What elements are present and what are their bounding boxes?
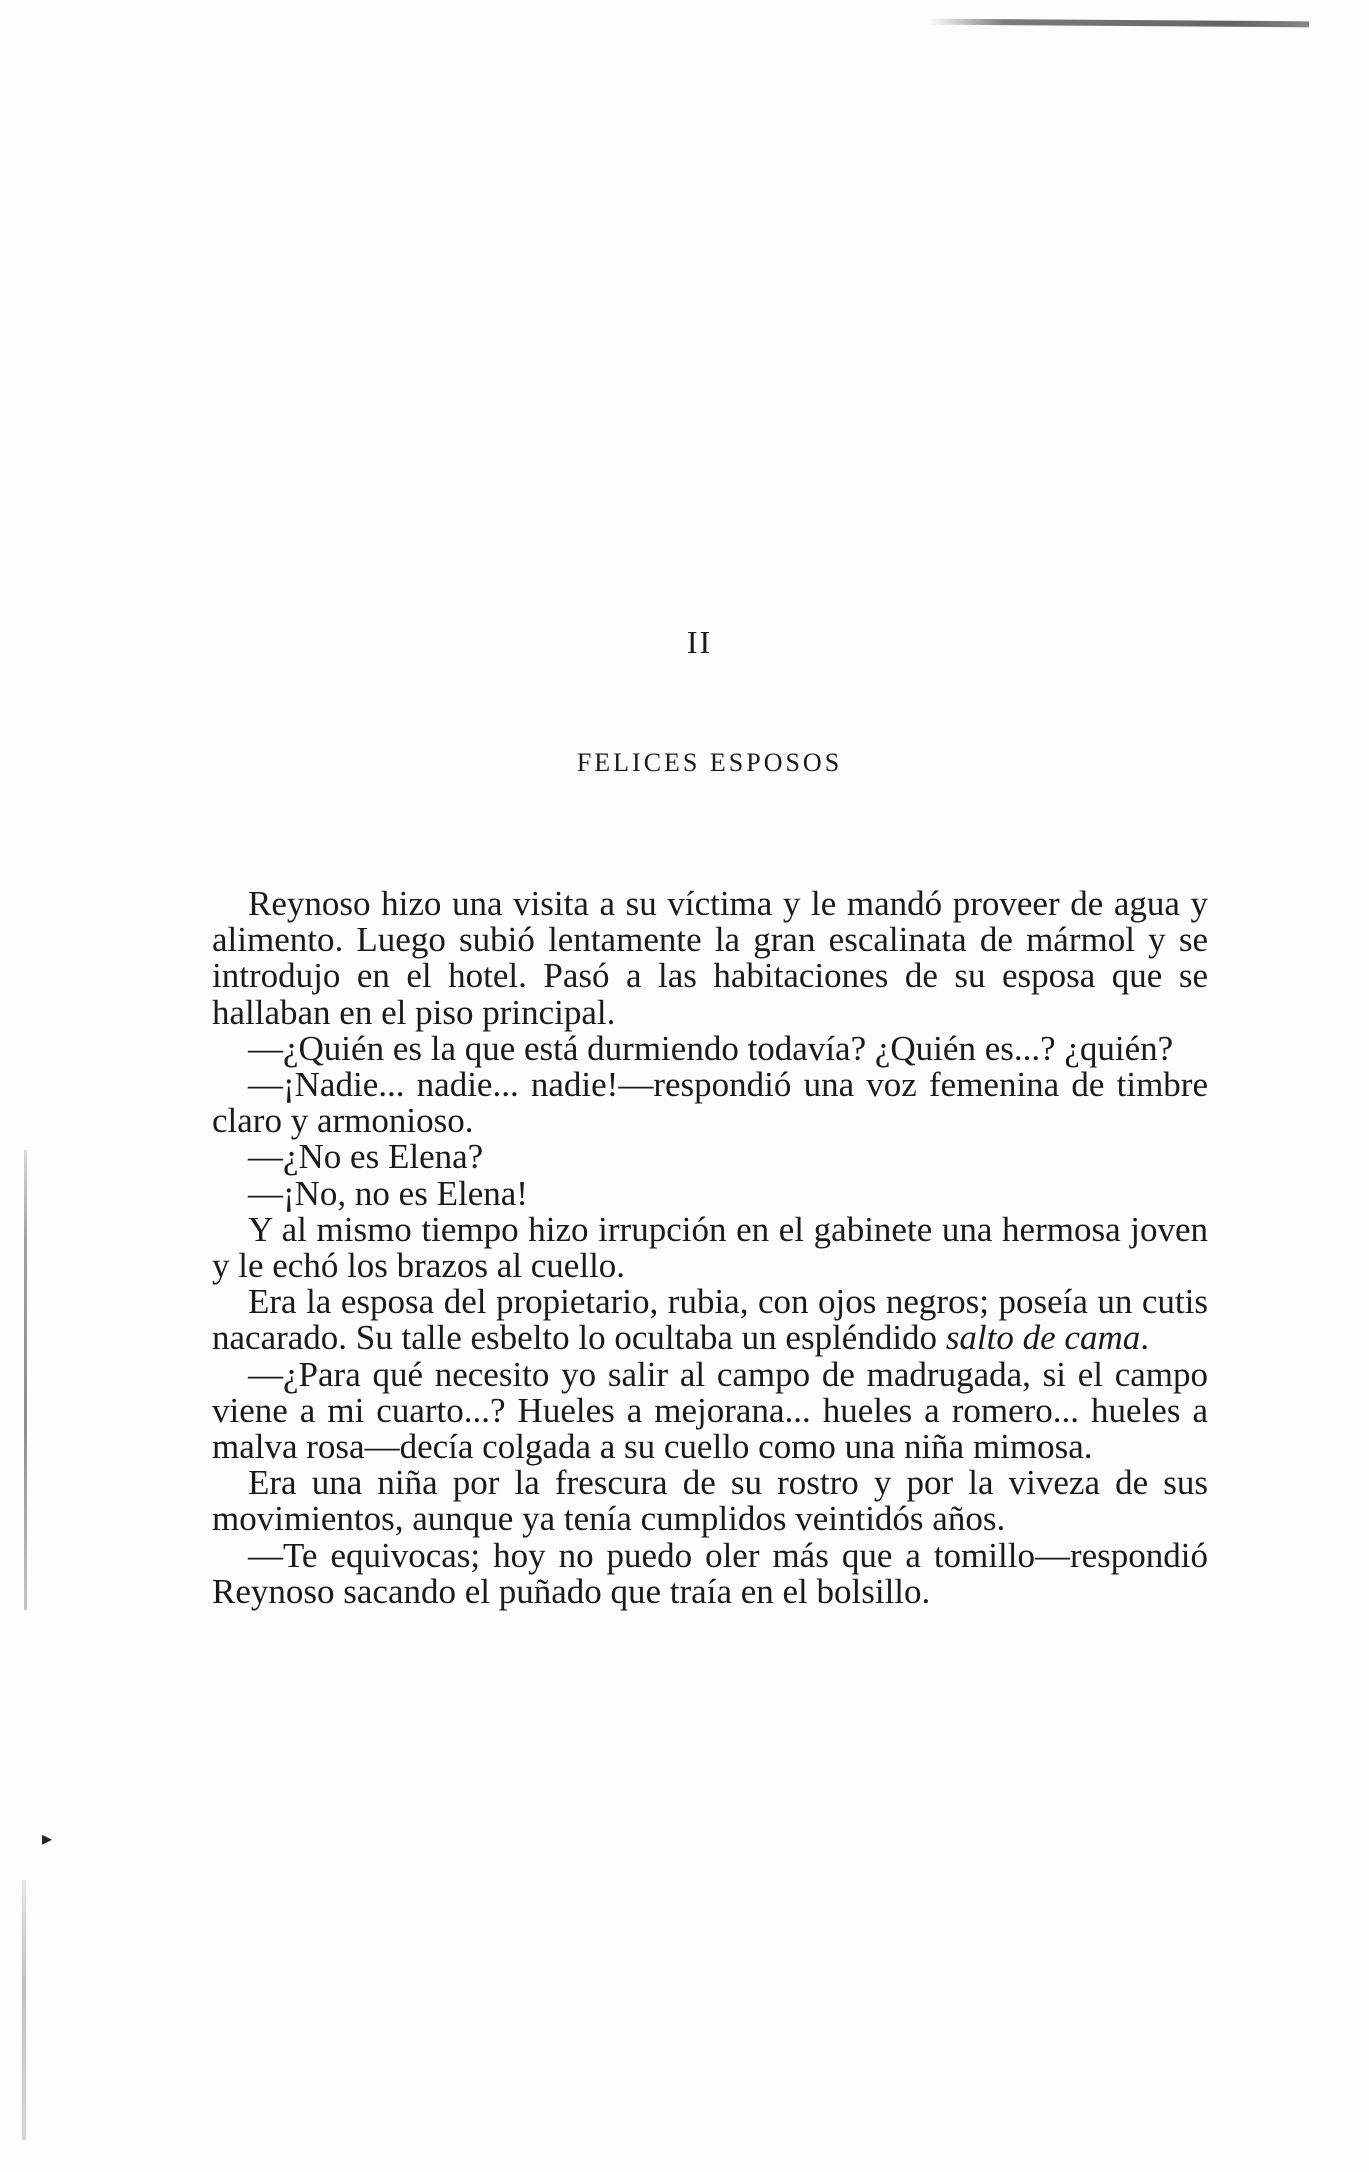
scan-artifact-left-edge [24,1150,27,1610]
paragraph-5: —¡No, no es Elena! [248,1173,528,1213]
paragraph-7-end: . [1140,1318,1149,1358]
chapter-number: II [686,624,713,660]
scan-artifact-left-edge-bottom [22,1880,26,2140]
paragraph-3: —¡Nadie... nadie... nadie!—respondió una voz femenina de timbre claro y armonioso. [212,1065,1208,1141]
chapter-title: FELICES ESPOSOS [576,748,843,777]
chapter-body [212,886,1208,1610]
paragraph-7-italic: salto de cama [945,1318,1141,1358]
paragraph-9: Era una niña por la frescura de su rostro y por la viveza de sus movimientos, aunque ya tenía cumplidos veintidós años. [212,1463,1208,1539]
paragraph-7 [212,1284,1208,1356]
paragraph-4: —¿No es Elena? [248,1137,484,1177]
scan-artifact-top [929,19,1309,28]
paragraph-10: —Te equivocas; hoy no puedo oler más que a tomillo—respondió Reynoso sacando el puñado que traía en el bolsillo. [212,1535,1208,1611]
paragraph-7-text: Era la esposa del propietario, rubia, con ojos negros; poseía un cutis nacarado. Su talle esbelto lo ocultaba un espléndido [212,1282,1208,1358]
paragraph-2: —¿Quién es la que está durmiendo todavía? ¿Quién es...? ¿quién? [248,1028,1174,1068]
paragraph-8: —¿Para qué necesito yo salir al campo de madrugada, si el campo viene a mi cuarto...? Hueles a mejorana... hueles a romero... hueles a malva rosa—decía colgada a su cuello como una niña mimosa. [212,1354,1208,1467]
scan-speck: ▸ [42,1828,53,1850]
paragraph-1: Reynoso hizo una visita a su víctima y le mandó proveer de agua y alimento. Luego subió lentamente la gran escalinata de mármol y se introdujo en el hotel. Pasó a las habitaciones de su esposa que se hallaban en el piso principal. [212,884,1208,1032]
paragraph-6: Y al mismo tiempo hizo irrupción en el gabinete una hermosa joven y le echó los brazos al cuello. [212,1209,1208,1286]
